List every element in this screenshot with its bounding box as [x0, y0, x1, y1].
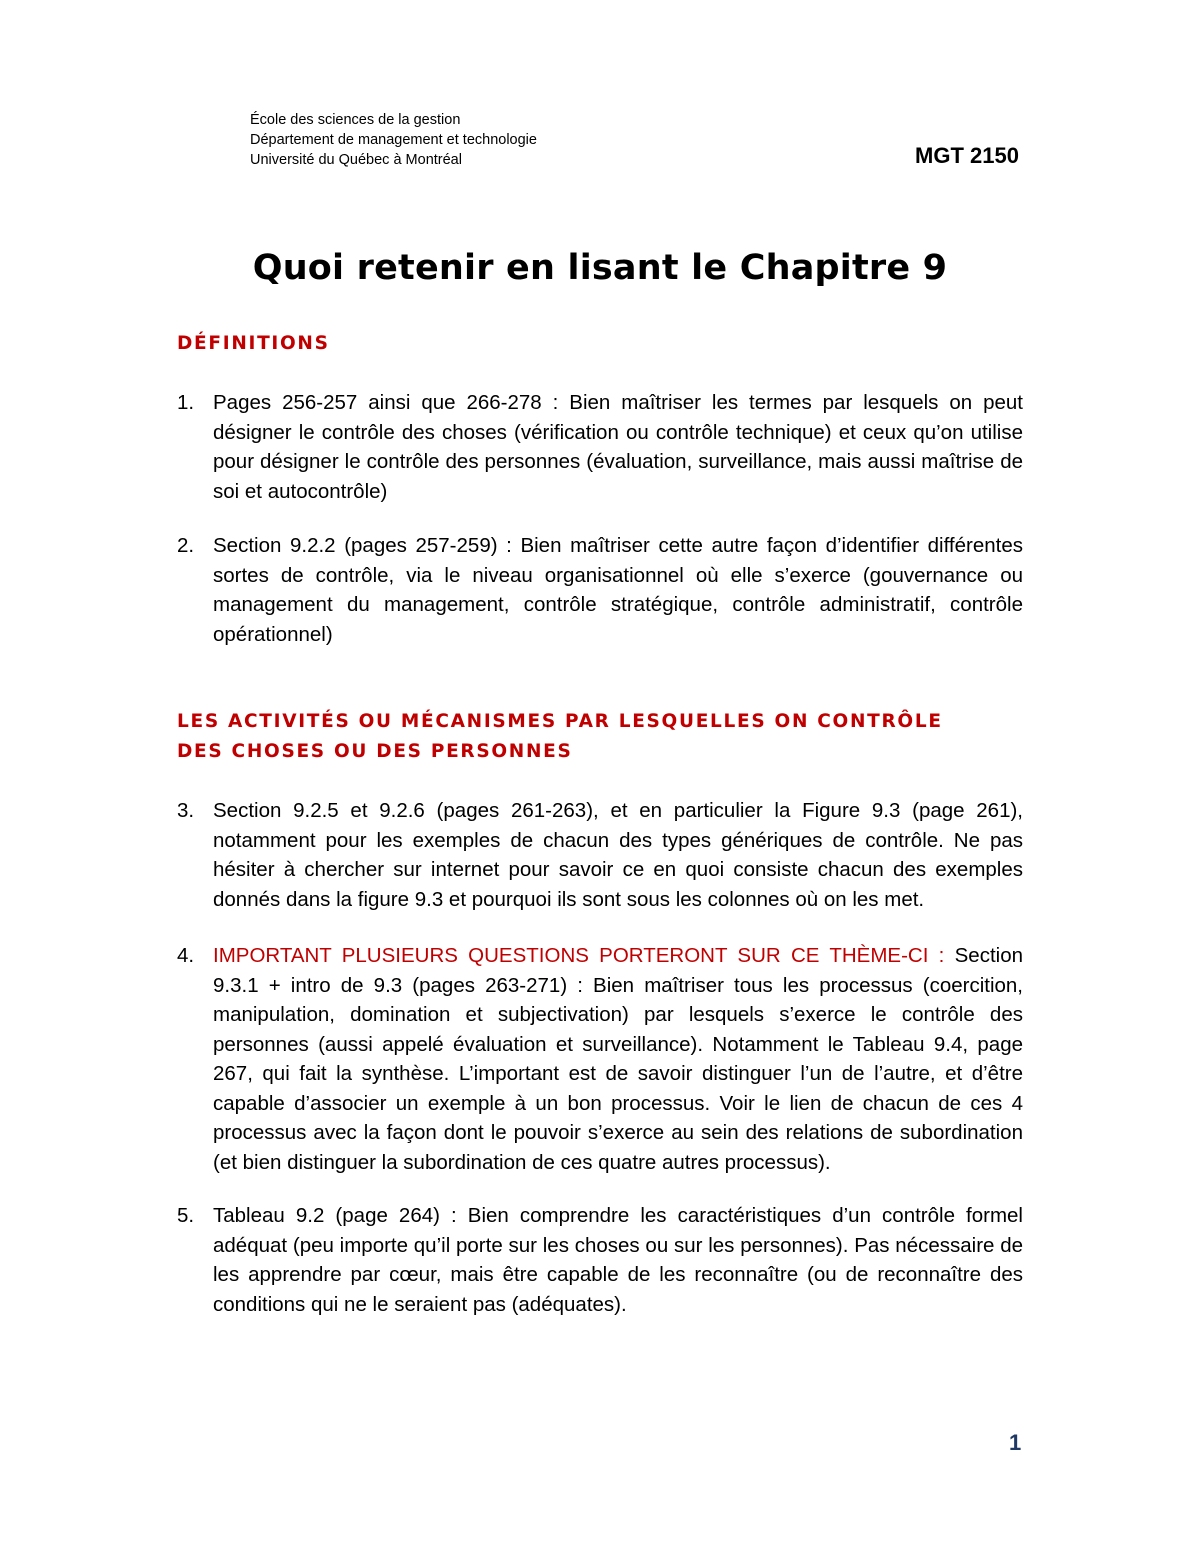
course-code: MGT 2150: [915, 143, 1019, 168]
institution-header: [250, 110, 537, 170]
university-name: Université du Québec à Montréal: [250, 152, 462, 168]
section-heading-line-1: LES ACTIVITÉS OU MÉCANISMES PAR LESQUELLES ON CONTRÔLE: [177, 711, 943, 732]
list-item-4: [177, 941, 1023, 1177]
list-item-5: [177, 1201, 1023, 1319]
list-item-number: 5.: [177, 1204, 195, 1227]
important-notice: IMPORTANT PLUSIEURS QUESTIONS PORTERONT SUR CE THÈME-CI :: [213, 944, 945, 967]
list-item-text: Section 9.2.5 et 9.2.6 (pages 261-263), et en particulier la Figure 9.3 (page 261), notamment pour les exemples de chacun des types génériques de contrôle. Ne pas hésiter à chercher sur internet pour savoir ce en quoi consiste chacun des exemples donnés dans la figure 9.3 et pourquoi ils sont sous les colonnes où on les met.: [213, 799, 1023, 911]
page-number: 1: [1009, 1430, 1022, 1455]
list-item-number: 4.: [177, 944, 195, 967]
list-item-number: 3.: [177, 799, 195, 822]
list-item-text: Tableau 9.2 (page 264) : Bien comprendre les caractéristiques d’un contrôle formel adéquat (peu importe qu’il porte sur les choses ou sur les personnes). Pas nécessaire de les apprendre par cœur, mais être capable de les reconnaître (ou de reconnaître des conditions qui ne le seraient pas (adéquates).: [213, 1204, 1023, 1316]
list-item-1: [177, 388, 1023, 506]
section-heading-activities: [177, 707, 943, 767]
list-item-number: 1.: [177, 391, 195, 414]
section-heading-definitions: [177, 329, 330, 359]
page-title: Quoi retenir en lisant le Chapitre 9: [252, 248, 948, 288]
list-item-text: Pages 256-257 ainsi que 266-278 : Bien maîtriser les termes par lesquels on peut désigner le contrôle des choses (vérification ou contrôle technique) et ceux qu’on utilise pour désigner le contrôle des personnes (évaluation, surveillance, mais aussi maîtrise de soi et autocontrôle): [213, 391, 1023, 503]
list-item-2: [177, 531, 1023, 649]
section-heading-text: DÉFINITIONS: [177, 333, 330, 354]
list-item-body: Section 9.3.1 + intro de 9.3 (pages 263-271) : Bien maîtriser tous les processus (coercition, manipulation, domination et subjectivation) par lesquels s’exerce le contrôle des personnes (aussi appelé évaluation et surveillance). Notamment le Tableau 9.4, page 267, qui fait la synthèse. L’important est de savoir distinguer l’un de l’autre, et d’être capable d’associer un exemple à un bon processus. Voir le lien de chacun de ces 4 processus avec la façon dont le pouvoir s’exerce au sein des relations de subordination (et bien distinguer la subordination de ces quatre autres processus).: [213, 944, 1023, 1174]
list-item-number: 2.: [177, 534, 195, 557]
list-item-text: Section 9.2.2 (pages 257-259) : Bien maîtriser cette autre façon d’identifier différentes sortes de contrôle, via le niveau organisationnel où elle s’exerce (gouvernance ou management du management, contrôle stratégique, contrôle administratif, contrôle opérationnel): [213, 534, 1023, 646]
school-name: École des sciences de la gestion: [250, 112, 461, 128]
department-name: Département de management et technologie: [250, 132, 537, 148]
list-item-text: [213, 941, 1023, 1177]
section-heading-line-2: DES CHOSES OU DES PERSONNES: [177, 741, 573, 762]
list-item-3: [177, 796, 1023, 914]
